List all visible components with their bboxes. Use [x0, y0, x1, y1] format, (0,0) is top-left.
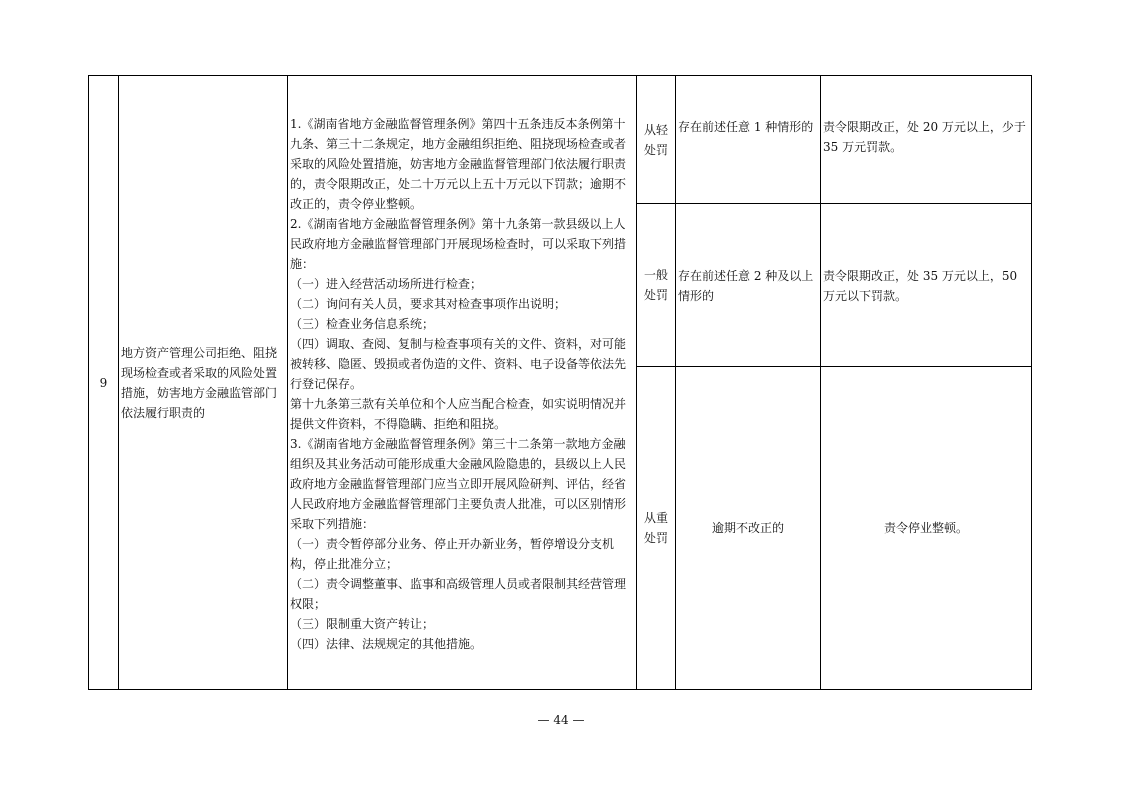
basis-para: 3.《湖南省地方金融监督管理条例》第三十二条第一款地方金融组织及其业务活动可能形成重大金融风险隐患的，县级以上人民政府地方金融监督管理部门应当立即开展风险研判、评估，经省人民政府地方金融监督管理部门主要负责人批准，可以区别情形采取下列措施：	[290, 437, 627, 531]
circumstance-severe	[676, 367, 821, 690]
basis-para: （三）限制重大资产转让；	[290, 617, 435, 631]
circumstance-text: 逾期不改正的	[711, 521, 784, 535]
circumstance-text: 存在前述任意 2 种及以上情形的	[678, 269, 814, 303]
basis-para: （二）责令调整董事、监事和高级管理人员或者限制其经营管理权限；	[290, 577, 627, 611]
penalty-level-lenient	[637, 76, 676, 204]
legal-basis	[288, 76, 636, 654]
standard-text: 责令停业整顿。	[883, 521, 968, 535]
circumstance-general	[676, 204, 821, 367]
basis-para: （一）责令暂停部分业务、停止开办新业务，暂停增设分支机构，停止批准分立；	[290, 537, 615, 571]
basis-para: （一）进入经营活动场所进行检查；	[290, 277, 483, 291]
violation-behavior: 地方资产管理公司拒绝、阻挠现场检查或者采取的风险处置措施，妨害地方金融监管部门依法履行职责的	[121, 345, 278, 420]
level-label: 从重处罚	[643, 511, 668, 545]
standard-general	[821, 204, 1032, 367]
basis-para: （四）法律、法规规定的其他措施。	[290, 637, 483, 651]
level-label: 从轻处罚	[643, 122, 668, 157]
basis-para: （二）询问有关人员，要求其对检查事项作出说明；	[290, 297, 567, 311]
standard-text: 责令限期改正，处 35 万元以上，50 万元以下罚款。	[823, 269, 1018, 303]
basis-para: （三）检查业务信息系统；	[290, 317, 435, 331]
basis-para: （四）调取、查阅、复制与检查事项有关的文件、资料，对可能被转移、隐匿、毁损或者伪造的文件、资料、电子设备等依法先行登记保存。	[290, 337, 627, 391]
standard-lenient	[821, 76, 1032, 204]
violation-behavior-cell	[119, 76, 288, 690]
page-number: — 44 —	[537, 713, 585, 727]
penalty-level-severe	[637, 367, 676, 690]
standard-severe	[821, 367, 1032, 690]
basis-para: 2.《湖南省地方金融监督管理条例》第十九条第一款县级以上人民政府地方金融监督管理部门开展现场检查时，可以采取下列措施：	[290, 217, 627, 271]
legal-basis-cell	[288, 76, 637, 690]
penalty-level-general	[637, 204, 676, 367]
circumstance-lenient	[676, 76, 821, 204]
penalty-table	[88, 75, 1032, 690]
standard-text: 责令限期改正，处 20 万元以上，少于 35 万元罚款。	[823, 120, 1026, 154]
basis-para: 1.《湖南省地方金融监督管理条例》第四十五条违反本条例第十九条、第三十二条规定，地方金融组织拒绝、阻挠现场检查或者采取的风险处置措施，妨害地方金融监督管理部门依法履行职责的，责令限期改正，处二十万元以上五十万元以下罚款；逾期不改正的，责令停业整顿。	[290, 117, 627, 211]
level-label: 一般处罚	[643, 268, 668, 302]
row-number: 9	[89, 76, 119, 690]
basis-para: 第十九条第三款有关单位和个人应当配合检查，如实说明情况并提供文件资料，不得隐瞒、拒绝和阻挠。	[290, 397, 627, 431]
circumstance-text: 存在前述任意 1 种情形的	[678, 120, 814, 134]
